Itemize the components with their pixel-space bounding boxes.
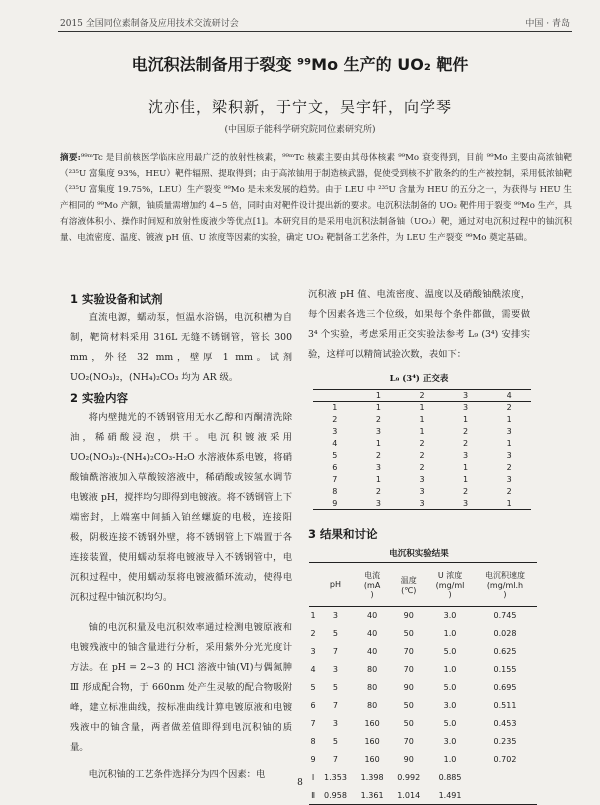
table-cell: 5.0 bbox=[443, 647, 457, 656]
table-header-cell: 电沉积速度 (mg/ml.h ) bbox=[473, 563, 537, 607]
table-cell: 2 bbox=[375, 415, 381, 424]
table-cell: 5 bbox=[332, 629, 338, 638]
table-cell: 50 bbox=[403, 629, 414, 638]
table-header-cell: 4 bbox=[487, 390, 531, 402]
table-cell: 8 bbox=[332, 487, 338, 496]
table-row bbox=[309, 697, 537, 715]
table-row bbox=[313, 486, 531, 498]
table-cell: 1 bbox=[487, 498, 531, 510]
table-cell: 0.028 bbox=[493, 629, 517, 638]
table-cell: 2 bbox=[375, 451, 381, 460]
running-header bbox=[60, 16, 570, 30]
table-cell: 0.745 bbox=[493, 611, 517, 621]
table-cell: 1 bbox=[419, 415, 425, 424]
table-header-cell: 1 bbox=[357, 390, 401, 402]
table-2-caption: 电沉积实验结果 bbox=[389, 549, 449, 559]
table-row bbox=[313, 426, 531, 438]
table-cell: 0.625 bbox=[493, 647, 517, 656]
table-cell: 5.0 bbox=[443, 719, 457, 728]
table-cell: 3 bbox=[400, 498, 444, 510]
table-2-header-row bbox=[309, 563, 537, 607]
table-cell: 3 bbox=[375, 463, 381, 472]
section-3-heading: 3 结果和讨论 bbox=[308, 527, 378, 541]
table-cell: 50 bbox=[403, 701, 414, 710]
table-cell: 1.353 bbox=[324, 773, 347, 782]
table-cell: 1 bbox=[332, 403, 338, 413]
table-cell: 3 bbox=[463, 451, 469, 460]
table-cell: 40 bbox=[367, 629, 378, 638]
table-row bbox=[309, 607, 537, 625]
table-cell: 1 bbox=[463, 415, 469, 424]
table-header-cell: pH bbox=[317, 563, 354, 607]
table-cell: 80 bbox=[367, 665, 378, 674]
page-number: 8 bbox=[297, 778, 303, 788]
author-list: 沈亦佳，梁积新，于宁文，吴宇轩，向学琴 bbox=[147, 98, 452, 116]
table-header-cell: 电流 (mA ) bbox=[354, 563, 391, 607]
table-cell: 1 bbox=[375, 403, 381, 413]
table-cell: 1.014 bbox=[390, 787, 427, 805]
section-1-heading: 1 实验设备和试剂 bbox=[70, 292, 163, 306]
section-2-paragraph-3: 电沉积铀的工艺条件选择分为四个因素：电 bbox=[88, 769, 266, 780]
table-cell: 3 bbox=[419, 487, 425, 496]
table-cell: 80 bbox=[367, 701, 378, 710]
table-cell: 160 bbox=[364, 719, 380, 728]
table-1-caption: L₉ (3⁴) 正交表 bbox=[389, 374, 449, 384]
table-row bbox=[309, 733, 537, 751]
table-cell: 9 bbox=[313, 498, 357, 510]
table-cell: 0.235 bbox=[493, 737, 517, 746]
table-cell: 3 bbox=[506, 427, 512, 436]
table-header-cell: 温度 (℃) bbox=[390, 563, 427, 607]
table-cell: 5 bbox=[332, 737, 338, 746]
header-location: 中国 · 青岛 bbox=[525, 19, 570, 29]
table-cell: 3 bbox=[310, 647, 316, 656]
table-cell: 3 bbox=[506, 475, 512, 484]
table-cell: 7 bbox=[332, 701, 338, 710]
table-row bbox=[313, 402, 531, 414]
table-cell: 9 bbox=[310, 755, 316, 764]
table-cell: 50 bbox=[403, 719, 414, 728]
table-row bbox=[313, 414, 531, 426]
table-cell: 40 bbox=[367, 647, 378, 656]
results-table bbox=[309, 562, 537, 805]
abstract-label: 摘要: bbox=[60, 153, 81, 163]
table-cell: 2 bbox=[506, 463, 512, 472]
table-cell: 7 bbox=[310, 719, 316, 728]
table-row bbox=[313, 438, 531, 450]
table-cell: 2 bbox=[506, 487, 512, 496]
table-cell: 40 bbox=[367, 611, 378, 621]
table-cell: 3 bbox=[463, 403, 469, 413]
table-cell: 3.0 bbox=[443, 611, 457, 621]
table-cell: 2 bbox=[463, 439, 469, 448]
table-cell: 0.958 bbox=[317, 787, 354, 805]
table-header-cell bbox=[313, 390, 357, 402]
table-cell: 0.453 bbox=[493, 719, 517, 728]
header-conference: 2015 全国同位素制备及应用技术交流研讨会 bbox=[60, 19, 239, 29]
table-cell: 1.0 bbox=[443, 665, 457, 674]
table-cell: 80 bbox=[367, 683, 378, 692]
table-cell: 2 bbox=[310, 629, 316, 638]
table-cell: 2 bbox=[419, 451, 425, 460]
table-row bbox=[313, 450, 531, 462]
table-cell: 3 bbox=[375, 427, 381, 436]
header-rule bbox=[58, 31, 572, 32]
table-cell: 3 bbox=[332, 611, 338, 621]
table-cell: 1 bbox=[506, 439, 512, 448]
table-cell: 90 bbox=[403, 611, 414, 621]
table-cell: 7 bbox=[332, 755, 338, 764]
table-cell: 8 bbox=[310, 737, 316, 746]
table-cell: 0.885 bbox=[438, 773, 462, 782]
table-cell bbox=[473, 787, 537, 805]
table-row bbox=[313, 462, 531, 474]
table-cell: 2 bbox=[419, 463, 425, 472]
table-cell: 70 bbox=[403, 737, 414, 746]
table-cell: Ⅰ bbox=[311, 773, 315, 782]
table-cell: Ⅱ bbox=[309, 787, 317, 805]
table-cell: 3.0 bbox=[443, 701, 457, 710]
table-cell: 2 bbox=[419, 439, 425, 448]
table-cell: 3.0 bbox=[443, 737, 457, 746]
table-row bbox=[309, 787, 537, 805]
table-cell: 2 bbox=[463, 487, 469, 496]
table-cell: 1.398 bbox=[360, 773, 384, 782]
table-cell: 5 bbox=[332, 683, 338, 692]
table-cell: 7 bbox=[332, 647, 338, 656]
table-1-header-row bbox=[313, 390, 531, 402]
table-cell: 3 bbox=[357, 498, 401, 510]
table-cell: 4 bbox=[310, 665, 316, 674]
table-row bbox=[309, 661, 537, 679]
table-cell: 0.155 bbox=[493, 665, 517, 674]
abstract bbox=[60, 150, 572, 246]
table-cell: 70 bbox=[403, 647, 414, 656]
table-row bbox=[309, 751, 537, 769]
table-cell: 1.0 bbox=[443, 629, 457, 638]
table-cell: 1.0 bbox=[443, 755, 457, 764]
section-1-paragraph: 直流电源，蠕动泵，恒温水浴锅，电沉积槽为自制，靶筒材料采用 316L 无缝不锈钢管，管长 300 mm，外径 32 mm，壁厚 1 mm。试剂 UO₂(NO₃)₂，(NH₄)₂CO₃ 均为 AR 级。 bbox=[70, 312, 292, 383]
table-cell: 1.491 bbox=[427, 787, 473, 805]
right-column-paragraph: 沉积液 pH 值、电流密度、温度以及硝酸铀酰浓度，每个因素各选三个位级，如果每个条件都做，需要做 3⁴ 个实验，考虑采用正交实验法参考 L₉ (3⁴) 安排实验，这样可以精简试验次数，表如下： bbox=[308, 289, 530, 360]
section-2-paragraph-1: 将内壁抛光的不锈钢管用无水乙醇和丙酮清洗除油，稀硝酸浸泡，烘干。电沉积镀液采用 UO₂(NO₃)₂-(NH₄)₂CO₃-H₂O 水溶液体系电镀，将硝酸铀酰溶液加入草酸铵溶液中，稀硝酸或铵氢水调节电镀液 pH，搅拌均匀即得到电镀液。将不锈钢管上下端密封，上端塞中间插入铂丝螺旋的电极，连接阳极，阴极连接不锈钢外壁，将不锈钢管上下端置于各连接装置，使用蠕动泵将电镀液导入不锈钢管中，电沉积过程中，使用蠕动泵将电镀液循环流动，使得电沉积过程中铀沉积均匀。 bbox=[70, 412, 292, 603]
orthogonal-table bbox=[313, 389, 531, 510]
paper-title: 电沉积法制备用于裂变 ⁹⁹Mo 生产的 UO₂ 靶件 bbox=[131, 55, 469, 74]
table-cell: 1 bbox=[506, 415, 512, 424]
table-row bbox=[309, 715, 537, 733]
table-header-cell: 3 bbox=[444, 390, 488, 402]
table-header-cell: U 浓度 (mg/ml ) bbox=[427, 563, 473, 607]
table-cell: 1 bbox=[375, 439, 381, 448]
table-cell: 2 bbox=[332, 415, 338, 424]
table-row bbox=[313, 474, 531, 486]
table-cell: 3 bbox=[419, 475, 425, 484]
table-row bbox=[313, 498, 531, 510]
table-cell: 2 bbox=[506, 403, 512, 413]
table-header-cell: 2 bbox=[400, 390, 444, 402]
table-cell: 0.992 bbox=[397, 773, 421, 782]
table-cell: 90 bbox=[403, 683, 414, 692]
table-row bbox=[309, 625, 537, 643]
section-2-heading: 2 实验内容 bbox=[70, 391, 129, 405]
table-cell: 70 bbox=[403, 665, 414, 674]
table-cell: 0.511 bbox=[493, 701, 517, 710]
table-cell: 7 bbox=[332, 475, 338, 484]
table-cell: 4 bbox=[332, 439, 338, 448]
table-cell: 1.361 bbox=[354, 787, 391, 805]
table-cell: 3 bbox=[444, 498, 488, 510]
table-cell: 3 bbox=[332, 427, 338, 436]
table-cell: 6 bbox=[310, 701, 316, 710]
table-cell: 5.0 bbox=[443, 683, 457, 692]
table-row bbox=[309, 643, 537, 661]
abstract-text: ⁹⁹ᵐTc 是目前核医学临床应用最广泛的放射性核素，⁹⁹ᵐTc 核素主要由其母体核素 ⁹⁹Mo 衰变得到，目前 ⁹⁹Mo 主要由高浓铀靶（²³⁵U 富集度 93%，HEU）靶件辐照、提取得到；由于高浓铀用于制造核武器，促使受到核不扩散条约的生产被控制，采用低浓铀靶（²³⁵U 富集度 19.75%，LEU）生产裂变 ⁹⁹Mo 是未来发展的趋势。由于 LEU 中 ²³⁵U 含量为 HEU 的五分之一，为获得与 HEU 生产相同的 ⁹⁹Mo 产额，铀质量需增加约 4~5 倍，同时由对靶件设计提出新的要求。电沉积法制备的 UO₂ 靶件用于裂变 ⁹⁹Mo 生产，具有溶液体积小、操作时间短和放射性废液少等优点[1]。本研究目的是采用电沉积法制备铀（UO₂）靶，通过对电沉积过程中的铀沉积量、电流密度、温度、镀液 pH 值、U 浓度等因素的实验，确定 UO₂ 靶制备工艺条件，为 LEU 生产裂变 ⁹⁹Mo 奠定基础。 bbox=[60, 153, 572, 243]
table-cell: 1 bbox=[310, 611, 316, 621]
table-cell: 3 bbox=[332, 719, 338, 728]
table-cell: 1 bbox=[375, 475, 381, 484]
table-row bbox=[309, 679, 537, 697]
table-cell: 6 bbox=[332, 463, 338, 472]
affiliation: (中国原子能科学研究院同位素研究所) bbox=[224, 125, 376, 135]
table-cell: 1 bbox=[419, 427, 425, 436]
table-cell: 90 bbox=[403, 755, 414, 764]
table-cell: 2 bbox=[375, 487, 381, 496]
table-cell: 2 bbox=[463, 427, 469, 436]
table-header-cell bbox=[309, 563, 317, 607]
table-cell: 1 bbox=[463, 463, 469, 472]
table-cell: 0.702 bbox=[493, 755, 517, 764]
table-cell: 5 bbox=[310, 683, 316, 692]
table-cell: 5 bbox=[332, 451, 338, 460]
table-cell: 0.695 bbox=[493, 683, 517, 692]
table-cell: 3 bbox=[332, 665, 338, 674]
table-cell: 160 bbox=[364, 737, 380, 746]
section-2-paragraph-2: 铀的电沉积量及电沉积效率通过检测电镀原液和电镀残液中的铀含量进行分析，采用紫外分光光度计方法。在 pH = 2~3 的 HCl 溶液中铀(Ⅵ)与偶氮胂 Ⅲ 形成配合物，于 660nm 处产生灵敏的配合物吸附峰，建立标准曲线，按标准曲线计算电镀原液和电镀残液中的铀含量，两者做差值即得到电沉积铀的质量。 bbox=[70, 622, 292, 753]
table-cell: 3 bbox=[506, 451, 512, 460]
table-cell: 1 bbox=[419, 403, 425, 413]
table-cell: 1 bbox=[463, 475, 469, 484]
table-cell: 160 bbox=[364, 755, 380, 764]
